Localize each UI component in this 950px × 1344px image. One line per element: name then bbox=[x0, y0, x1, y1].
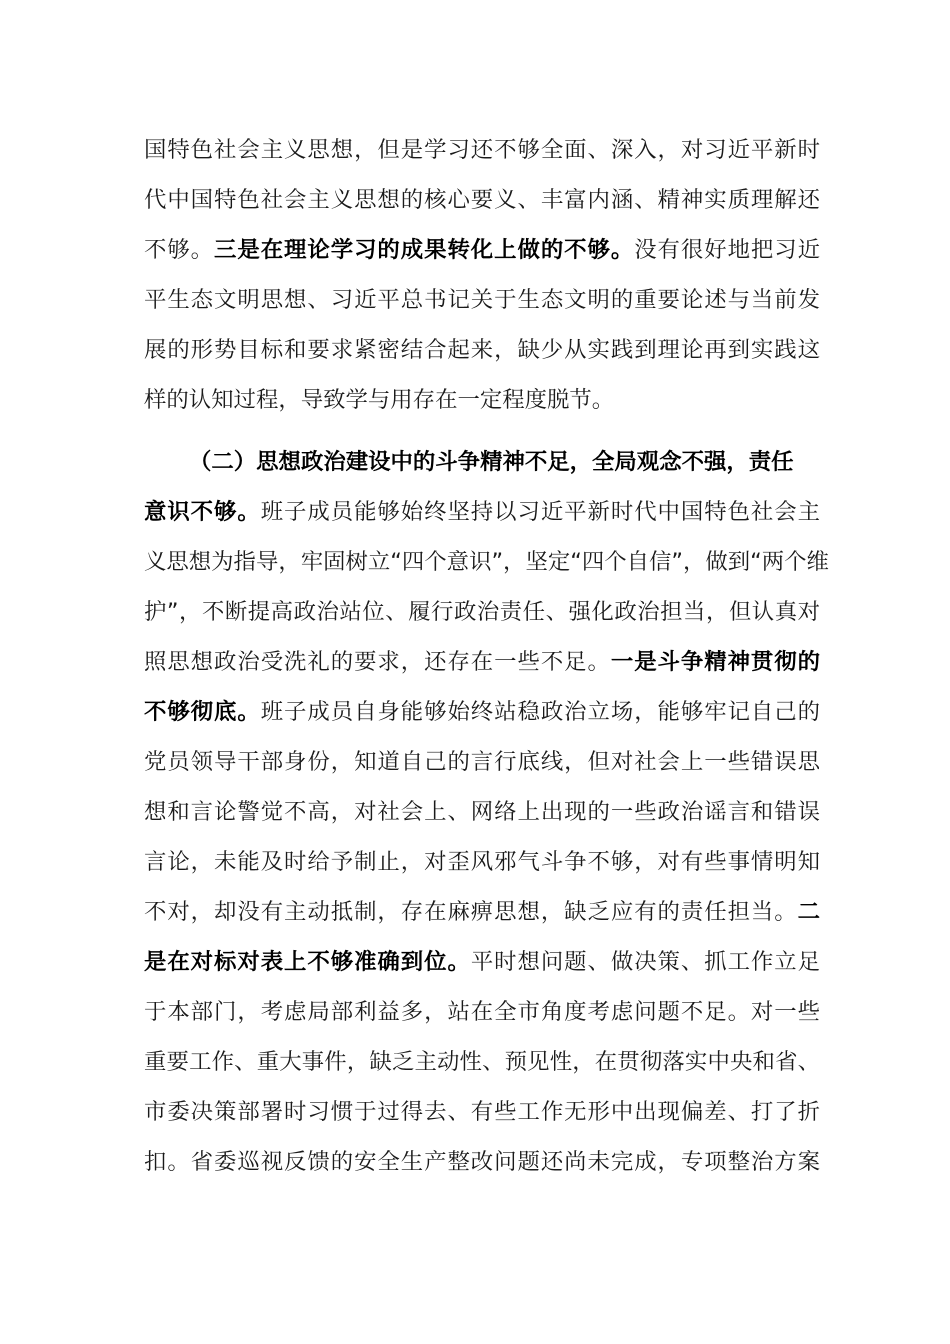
text-run: 没有很好地把习近 bbox=[634, 237, 821, 263]
text-line bbox=[144, 1087, 820, 1137]
text-run: 展的形势目标和要求紧密结合起来，缺少从实践到理论再到实践这 bbox=[144, 337, 820, 363]
bold-text-run: 是在对标对表上不够准确到位。 bbox=[144, 949, 471, 975]
text-line bbox=[144, 325, 820, 375]
text-line bbox=[144, 737, 820, 787]
text-run: 国特色社会主义思想，但是学习还不够全面、深入，对习近平新时 bbox=[144, 137, 820, 163]
text-run: 班子成员自身能够始终站稳政治立场，能够牢记自己的 bbox=[260, 699, 821, 725]
text-line bbox=[144, 587, 820, 637]
text-run: 平时想问题、做决策、抓工作立足 bbox=[470, 949, 821, 975]
bold-text-run: （二）思想政治建设中的斗争精神不足，全局观念不强，责任 bbox=[189, 449, 794, 475]
text-run: 不够。 bbox=[144, 237, 215, 263]
text-run: 党员领导干部身份，知道自己的言行底线，但对社会上一些错误思 bbox=[144, 749, 820, 775]
text-line bbox=[144, 637, 820, 687]
text-run: 代中国特色社会主义思想的核心要义、丰富内涵、精神实质理解还 bbox=[144, 187, 820, 213]
text-line bbox=[144, 1137, 820, 1187]
text-run: 不对，却没有主动抵制，存在麻痹思想，缺乏应有的责任担当。 bbox=[144, 899, 798, 925]
text-line bbox=[144, 375, 614, 425]
text-run: 扣。省委巡视反馈的安全生产整改问题还尚未完成，专项整治方案 bbox=[144, 1149, 820, 1175]
text-run: 样的认知过程，导致学与用存在一定程度脱节。 bbox=[144, 387, 615, 413]
text-run: 班子成员能够始终坚持以习近平新时代中国特色社会主 bbox=[260, 499, 821, 525]
text-line bbox=[144, 537, 829, 587]
text-line bbox=[189, 437, 820, 487]
bold-text-run: 不够彻底。 bbox=[144, 699, 261, 725]
text-line bbox=[144, 487, 820, 537]
bold-text-run: 三是在理论学习的成果转化上做的不够。 bbox=[214, 237, 635, 263]
text-line bbox=[144, 887, 820, 937]
text-line bbox=[144, 275, 820, 325]
text-run: 重要工作、重大事件，缺乏主动性、预见性，在贯彻落实中央和省、 bbox=[144, 1049, 820, 1075]
text-run: 照思想政治受洗礼的要求，还存在一些不足。 bbox=[144, 649, 611, 675]
text-run: 市委决策部署时习惯于过得去、有些工作无形中出现偏差、打了折 bbox=[144, 1099, 820, 1125]
text-line bbox=[144, 837, 820, 887]
bold-text-run: 二 bbox=[797, 899, 820, 925]
text-line bbox=[144, 937, 820, 987]
bold-text-run: 一是斗争精神贯彻的 bbox=[610, 649, 821, 675]
text-run: 言论，未能及时给予制止，对歪风邪气斗争不够，对有些事情明知 bbox=[144, 849, 820, 875]
text-line bbox=[144, 175, 820, 225]
text-line bbox=[144, 987, 820, 1037]
text-run: 于本部门，考虑局部利益多，站在全市角度考虑问题不足。对一些 bbox=[144, 999, 820, 1025]
text-run: 护”，不断提高政治站位、履行政治责任、强化政治担当，但认真对 bbox=[144, 599, 820, 625]
text-line bbox=[144, 687, 820, 737]
text-line bbox=[144, 125, 820, 175]
text-line bbox=[144, 1037, 820, 1087]
text-run: 义思想为指导，牢固树立“四个意识”，坚定“四个自信”，做到“两个维 bbox=[144, 549, 829, 575]
bold-text-run: 意识不够。 bbox=[144, 499, 261, 525]
text-line bbox=[144, 787, 820, 837]
text-run: 想和言论警觉不高，对社会上、网络上出现的一些政治谣言和错误 bbox=[144, 799, 820, 825]
text-run: 平生态文明思想、习近平总书记关于生态文明的重要论述与当前发 bbox=[144, 287, 820, 313]
text-line bbox=[144, 225, 820, 275]
